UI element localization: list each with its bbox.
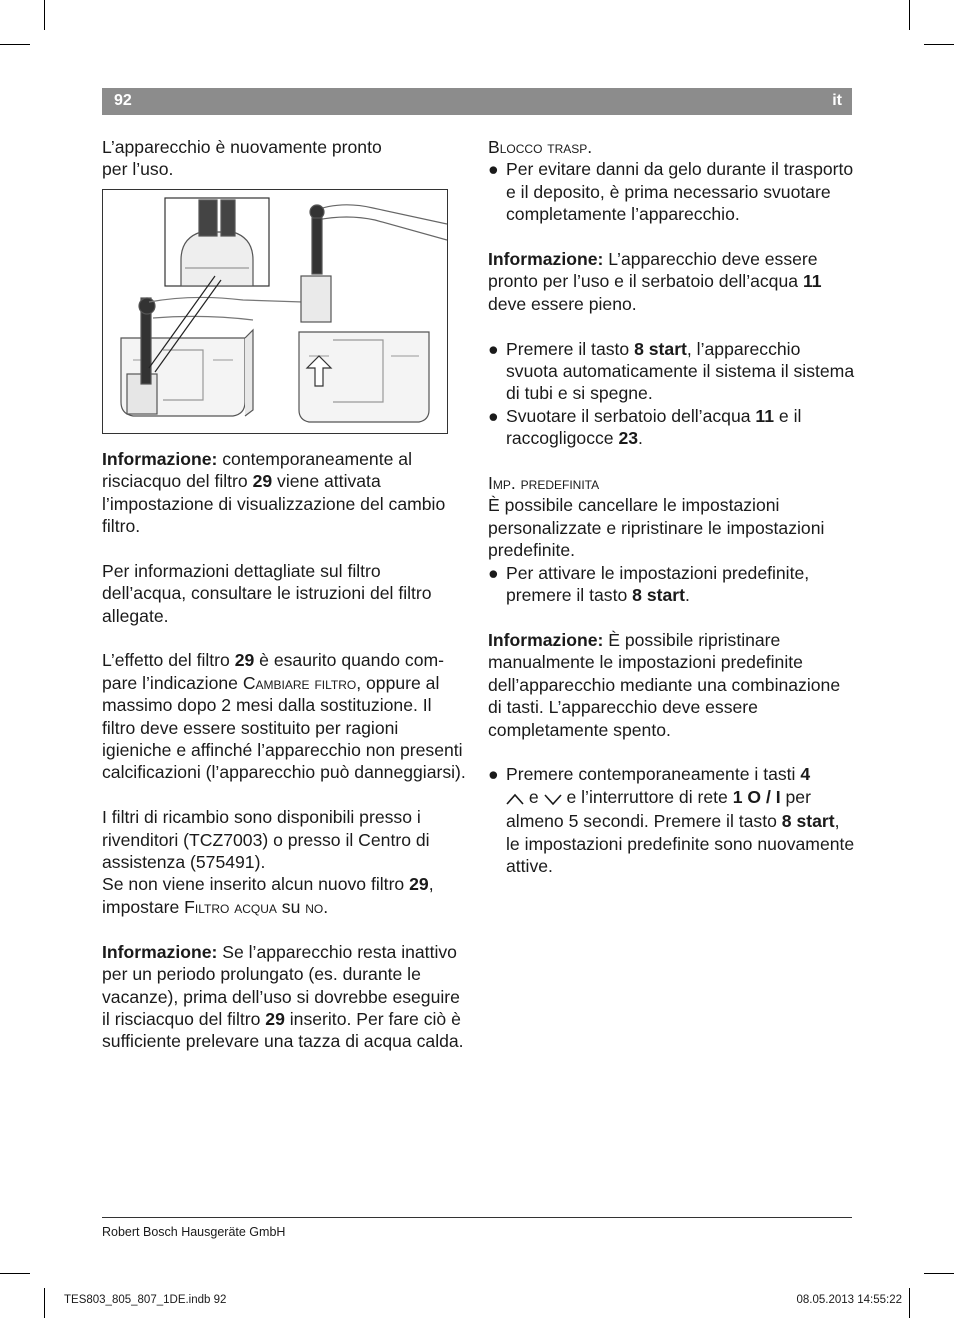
info-paragraph-3 (488, 248, 856, 315)
chevron-up-icon (506, 788, 524, 810)
bullet-dot: ● (488, 338, 499, 359)
paragraph-text: è esaurito quando compare l’indicazione (102, 650, 445, 693)
part-number: 29 (234, 650, 255, 671)
info-label: Informazione: (102, 448, 218, 469)
crop-mark (0, 44, 30, 45)
list-item (488, 158, 856, 225)
button-reference: 8 start (781, 811, 835, 832)
list-item-text: Premere il tasto (506, 338, 635, 359)
info-text: viene attivata l’impostazione di visualizzazione del cambio filtro. (102, 471, 446, 537)
part-number: 11 (802, 271, 822, 292)
part-number: 23 (618, 428, 639, 449)
button-reference: 8 start (632, 585, 685, 606)
list-item-text: Premere contemporaneamente i tasti (506, 764, 801, 785)
part-number: 4 (800, 764, 811, 785)
left-column (102, 136, 468, 1053)
crop-mark (909, 1288, 910, 1318)
list-item-text: , le impostazioni predefinite sono nuovamente attive. (506, 811, 855, 876)
paragraph-text: su (276, 896, 306, 917)
list-item-text: Svuotare il serbatoio dell’acqua (506, 405, 756, 426)
info-label: Informazione: (488, 629, 604, 650)
print-slug-file: TES803_805_807_1DE.indb 92 (64, 1294, 227, 1306)
filter-exhausted-paragraph (102, 649, 468, 783)
list-item (488, 562, 856, 607)
info-text: inserito. Per fare ciò è sufficiente prelevare una tazza di acqua calda. (102, 1008, 464, 1052)
paragraph-text: Se non viene inserito alcun nuovo filtro (102, 874, 410, 895)
menu-value: no (305, 896, 324, 917)
button-reference: 8 start (634, 338, 687, 359)
filter-illustration (102, 189, 448, 434)
crop-mark (44, 1288, 45, 1318)
part-number: 29 (265, 1008, 285, 1029)
replacement-filters-paragraph: I filtri di ricambio sono disponibili presso i rivenditori (TCZ7003) o presso il Centro di assistenza (575491). (102, 807, 430, 873)
language-code: it (832, 92, 842, 109)
info-label: Informazione: (488, 249, 604, 270)
reset-paragraph: È possibile cancellare le impostazioni personalizzate e ripristinare le impostazioni predefinite. (488, 495, 825, 561)
info-text: deve essere pieno. (488, 293, 637, 314)
no-filter-paragraph (102, 873, 468, 918)
info-paragraph-4 (488, 629, 856, 741)
filter-info-paragraph: Per informazioni dettagliate sul filtro dell’acqua, consultare le istruzioni del filtro allegate. (102, 560, 432, 626)
right-column (488, 136, 856, 877)
menu-setting: Filtro acqua (184, 896, 277, 917)
crop-mark (924, 44, 954, 45)
info-paragraph-1 (102, 448, 468, 538)
list-item (488, 763, 856, 877)
paragraph-text: , oppure al massimo dopo 2 mesi dalla sostituzione. Il filtro deve essere sostituito per ragioni igieniche e affinché l’apparecchio non presenti calcificazioni (l’apparecchio può danneggiarsi). (102, 672, 466, 783)
crop-mark (0, 1273, 30, 1274)
page-number: 92 (114, 92, 132, 109)
list-item-text: , l’apparecchio svuota automaticamente il sistema il sistema di tubi e si spegne. (506, 338, 855, 404)
part-number: 29 (252, 471, 273, 492)
info-text: contemporaneamente al risciacquo del filtro (102, 448, 412, 492)
info-text: È possibile ripristinare manualmente le impostazioni predefinite dell’apparecchio mediante una combinazione di tasti. L’apparecchio deve essere completamente spento. (488, 629, 841, 740)
list-item-text: e il raccogligocce (506, 405, 802, 449)
paragraph-text: L’effetto del filtro (102, 650, 235, 671)
list-item-text: e l’interruttore di rete (561, 786, 733, 807)
page-header-bar (102, 88, 852, 115)
intro-text: L’apparecchio è nuovamente pronto per l’uso. (102, 137, 382, 180)
crop-mark (924, 1273, 954, 1274)
list-item-text: . (638, 428, 643, 449)
list-item-text: e (524, 786, 544, 807)
info-text: L’apparecchio deve essere pronto per l’uso e il serbatoio dell’acqua (488, 249, 818, 292)
bullet-dot: ● (488, 764, 499, 785)
info-label: Informazione: (102, 941, 218, 962)
part-number: 11 (755, 405, 775, 426)
bullet-dot: ● (488, 562, 499, 583)
footer-rule (102, 1217, 852, 1218)
section-heading-transport-lock: Blocco trasp. (488, 137, 593, 157)
footer-company: Robert Bosch Hausgeräte GmbH (102, 1225, 286, 1239)
crop-mark (909, 0, 910, 30)
list-item (488, 338, 856, 405)
list-item (488, 405, 856, 450)
list-item-text: Per evitare danni da gelo durante il trasporto e il deposito, è prima necessario svuotare completamente l’apparecchio. (506, 159, 854, 225)
paragraph-text: , impostare (102, 874, 434, 917)
list-item-text: . (684, 585, 690, 606)
display-message: Cambiare filtro (242, 672, 357, 693)
power-switch-reference: 1 O / I (732, 786, 781, 807)
print-slug-date: 08.05.2013 14:55:22 (796, 1294, 902, 1306)
paragraph-text: . (323, 896, 329, 917)
info-paragraph-2 (102, 941, 468, 1053)
part-number: 29 (409, 874, 429, 895)
bullet-dot: ● (488, 405, 499, 426)
section-heading-default-settings: Imp. predefinita (488, 473, 600, 494)
illustration-svg (103, 190, 447, 433)
chevron-down-icon (544, 788, 562, 810)
list-item-text: Per attivare le impostazioni predefinite, premere il tasto (506, 562, 810, 606)
crop-mark (44, 0, 45, 30)
bullet-dot: ● (488, 159, 499, 180)
info-text: Se l’apparecchio resta inattivo per un periodo prolungato (es. durante le vacanze), prima dell’uso si dovrebbe eseguire il risciacquo del filtro (102, 941, 460, 1029)
list-item-text: per almeno 5 secondi. Premere il tasto (506, 786, 811, 832)
